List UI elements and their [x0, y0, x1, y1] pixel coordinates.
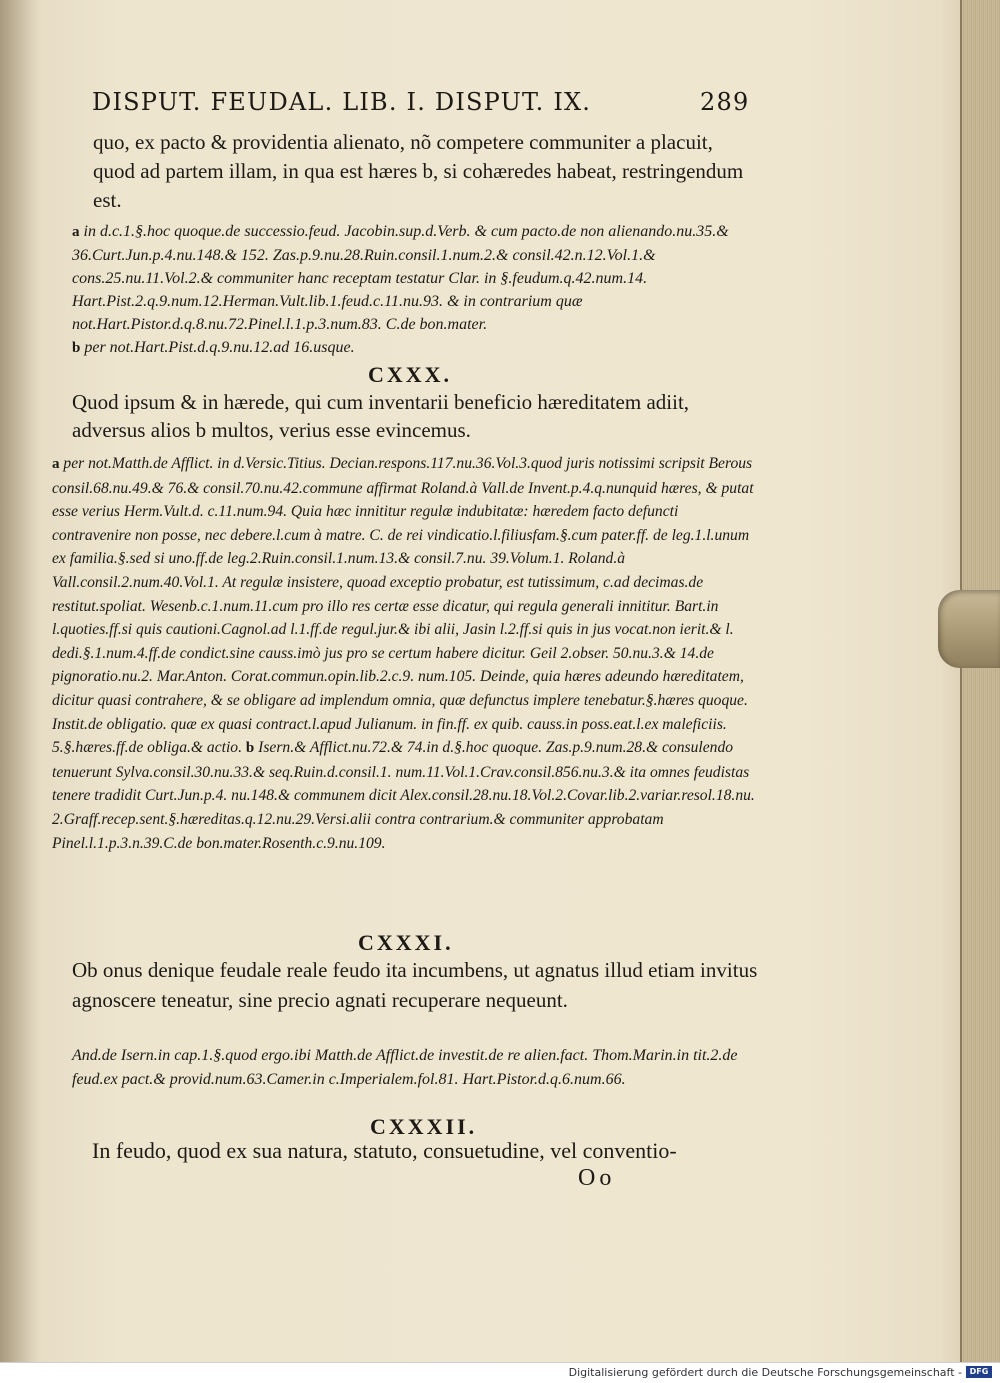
- signature-mark: Oo: [578, 1165, 616, 1191]
- dfg-logo-icon: DFG: [966, 1366, 992, 1378]
- paragraph-cxxxi: Ob onus denique feudale reale feudo ita incumbens, ut agnatus illud etiam invitus agnoscere teneatur, sine precio agnati recuperare nequeunt.: [72, 958, 758, 1012]
- note-marker: b: [245, 740, 255, 757]
- note-text: per not.Matth.de Afflict. in d.Versic.Titius. Decian.respons.117.nu.36.Vol.3.quod juris notissimi scripsit Berous consil.68.nu.49.& 76.& consil.70.nu.42.commune affirmat Roland.à Vall.de Invent.p.4.q.nunquid hæres, & putat esse verius Herm.Vult.d. c.11.num.94. Quia hæc innititur regulæ indubitatæ: hæredem facto defuncti contravenire non posse, nec debere.l.cum à matre. C. de rei vindicatio.l.filiusfam.§.cum pater.ff. de leg.1.l.unum ex familia.§.sed si uno.ff.de leg.2.Ruin.consil.1.num.13.& consil.7.nu. 39.Volum.1. Roland.à Vall.consil.2.num.40.Vol.1. At regulæ insistere, quoad exceptio probatur, est tutissimum, c.ad decimas.de restitut.spoliat. Wesenb.c.1.num.11.cum pro illo res certæ esse dicatur, qui regula generali innititur. Bart.in l.quoties.ff.si quis cautioni.Cagnol.ad l.1.ff.de regul.jur.& ibi alii, Jasin l.2.ff.si quis in jus vocat.non ierit.& l. dedi.§.1.num.4.ff.de condict.sine causs.imò jus pro se certum habere dicitur. Geil 2.obser. 50.nu.3.& 14.de pignoratio.nu.2. Mar.Anton. Corat.commun.opin.lib.2.c.9. num.105. Deinde, quia hæres adeundo hæreditatem, dicitur quasi contrahere, & se obligare ad implendum omnia, quæ defunctus implere tenebatur.§.hæres quoque. Instit.de obligatio. quæ ex quasi contract.l.apud Julianum. in fin.ff. ex quib. causs.in poss.eat.l.ex maleficiis. 5.§.hæres.ff.de obliga.& actio.: [52, 455, 754, 757]
- footnote-cxxxi: And.de Isern.in cap.1.§.quod ergo.ibi Matth.de Afflict.de investit.de re alien.fact. Thom.Marin.in tit.2.de feud.ex pact.& provid.num.63.Camer.in c.Imperialem.fol.81. Hart.Pistor.d.q.6.num.66.: [72, 1047, 738, 1088]
- footnote-cxxx-a: [52, 452, 758, 855]
- section-numeral-cxxxii: CXXXII.: [370, 1114, 478, 1139]
- gutter-shadow: [0, 0, 40, 1362]
- note-text: per not.Hart.Pist.d.q.9.nu.12.ad 16.usque.: [84, 339, 355, 356]
- note-marker: a: [72, 224, 80, 240]
- note-text: in d.c.1.§.hoc quoque.de successio.feud. Jacobin.sup.d.Verb. & cum pacto.de non alienando.nu.35.& 36.Curt.Jun.p.4.nu.148.& 152. Zas.p.9.nu.28.Ruin.consil.1.num.2.& consil.42.n.12.Vol.1.& cons.25.nu.11.Vol.2.& communiter hanc receptam testatur Clar. in §.feudum.q.42.num.14. Hart.Pist.2.q.9.num.12.Herman.Vult.lib.1.feud.c.11.nu.93. & in contrarium quæ not.Hart.Pistor.d.q.8.nu.72.Pinel.l.1.p.3.num.83. C.de bon.mater.: [72, 223, 729, 333]
- book-clasp: [938, 590, 1000, 668]
- page-number: 289: [700, 88, 750, 116]
- note-marker: b: [72, 340, 81, 356]
- footnote-a: [72, 220, 752, 336]
- paragraph-cxxx: Quod ipsum & in hærede, qui cum inventarii beneficio hæreditatem adiit, adversus alios b multos, verius esse evincemus.: [72, 390, 690, 442]
- paragraph-cxxxii-start: In feudo, quod ex sua natura, statuto, consuetudine, vel conventio-: [92, 1138, 677, 1163]
- paragraph-cxxix-end: quo, ex pacto & providentia alienato, nõ competere communiter a placuit, quod ad partem illam, in qua est hæres b, si cohæredes habeat, restringendum est.: [93, 130, 744, 212]
- section-numeral-cxxx: CXXX.: [368, 362, 453, 387]
- page-fore-edge: [960, 0, 1000, 1362]
- section-numeral-cxxxi: CXXXI.: [358, 930, 454, 955]
- footnote-b: [72, 336, 752, 360]
- running-title: DISPUT. FEUDAL. LIB. I. DISPUT. IX.: [92, 88, 592, 116]
- note-marker: a: [52, 456, 60, 472]
- credit-text: Digitalisierung gefördert durch die Deutsche Forschungsgemeinschaft -: [568, 1366, 962, 1379]
- note-text: Isern.& Afflict.nu.72.& 74.in d.§.hoc quoque. Zas.p.9.num.28.& consulendo tenuerunt Sylva.consil.30.nu.33.& seq.Ruin.d.consil.1. num.11.Vol.1.Crav.consil.856.nu.3.& ita omnes feudistas tenere tradidit Curt.Jun.p.4. nu.148.& communem dicit Alex.consil.28.nu.18.Vol.2.Covar.lib.2.variar.resol.18.nu. 2.Graff.recep.sent.§.hæreditas.q.12.nu.29.Versi.alii contra contrarium.& communiter approbatam Pinel.l.1.p.3.n.39.C.de bon.mater.Rosenth.c.9.nu.109.: [52, 739, 755, 852]
